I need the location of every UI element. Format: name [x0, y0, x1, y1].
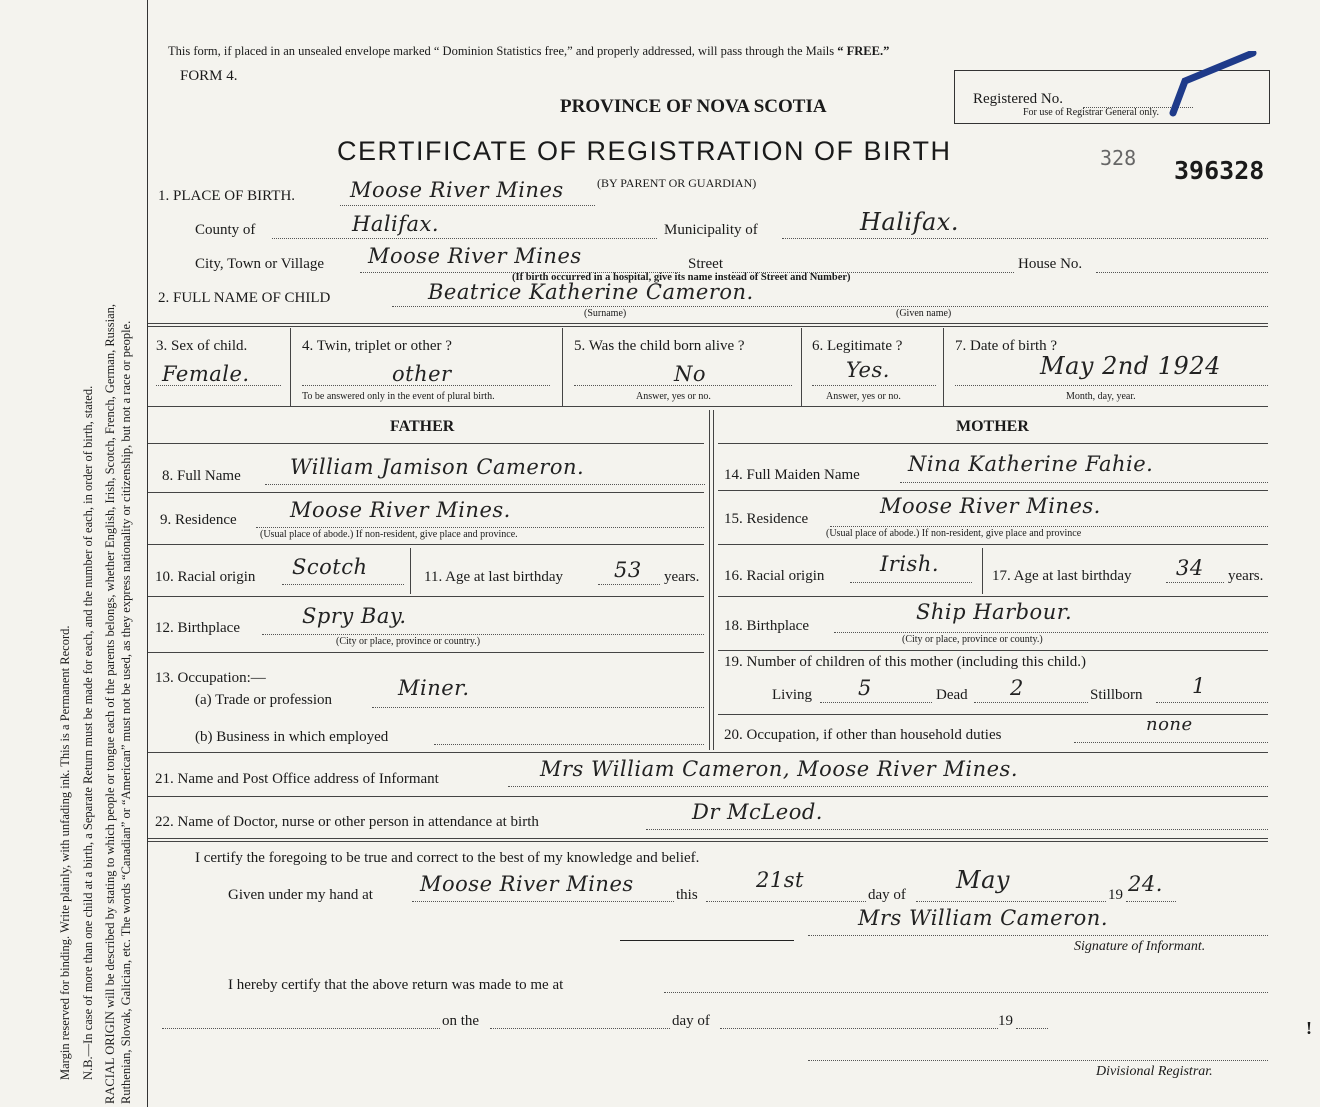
father-name-label: 8. Full Name	[162, 468, 241, 484]
edge-mark: !	[1306, 1018, 1312, 1038]
margin-note-2: N.B.—In case of more than one child at a birth, a Separate Return must be made for each, and the number of each, in order of birth, stated.	[81, 385, 95, 1080]
twin-note: To be answered only in the event of plural birth.	[302, 391, 495, 402]
occupation-label: 13. Occupation:—	[155, 670, 266, 686]
legitimate-label: 6. Legitimate ?	[812, 338, 903, 354]
twin-value: other	[392, 362, 452, 386]
this-label: this	[676, 887, 698, 903]
father-heading: FATHER	[390, 418, 455, 435]
given-place-value: Moose River Mines	[420, 872, 634, 896]
father-name-value: William Jamison Cameron.	[290, 455, 585, 479]
living-label: Living	[772, 687, 812, 703]
living-value: 5	[858, 676, 872, 700]
house-label: House No.	[1018, 256, 1083, 272]
registered-number-box	[954, 70, 1270, 124]
father-age-label: 11. Age at last birthday	[424, 569, 563, 585]
binding-margin	[0, 0, 148, 1107]
certify-statement: I certify the foregoing to be true and correct to the best of my knowledge and belief.	[195, 850, 700, 866]
alive-label: 5. Was the child born alive ?	[574, 338, 745, 354]
business-label: (b) Business in which employed	[195, 729, 389, 745]
father-residence-note: (Usual place of abode.) If non-resident, give place and province.	[260, 529, 518, 540]
trade-label: (a) Trade or profession	[195, 692, 333, 708]
margin-note-4: Ruthenian, Slovak, Galician, etc. The words “Canadian” or “American” must not be used, as they express nationality or citizenship, but not a race or people.	[119, 320, 133, 1104]
mother-occupation-label: 20. Occupation, if other than household duties	[724, 727, 1002, 743]
county-value: Halifax.	[352, 212, 440, 236]
surname-note: (Surname)	[584, 308, 627, 319]
registrar-day-of-label: day of	[672, 1013, 710, 1029]
sex-label: 3. Sex of child.	[156, 338, 248, 354]
registrar-statement: I hereby certify that the above return was made to me at	[228, 977, 564, 993]
certificate-title: CERTIFICATE OF REGISTRATION OF BIRTH	[337, 136, 952, 166]
registrar-year-prefix: 19	[998, 1013, 1013, 1029]
legitimate-value: Yes.	[846, 358, 890, 382]
mother-race-label: 16. Racial origin	[724, 568, 825, 584]
father-age-value: 53	[614, 558, 642, 582]
father-residence-value: Moose River Mines.	[290, 498, 511, 522]
alive-note: Answer, yes or no.	[636, 391, 711, 402]
doctor-value: Dr McLeod.	[692, 800, 823, 824]
place-value: Moose River Mines	[350, 178, 564, 202]
street-label: Street	[688, 256, 723, 272]
binding-rule	[147, 0, 148, 1107]
mail-notice: This form, if placed in an unsealed envelope marked “ Dominion Statistics free,” and properly addressed, will pass through the Mails “ FREE.”	[168, 44, 890, 58]
father-race-label: 10. Racial origin	[155, 569, 256, 585]
father-residence-label: 9. Residence	[160, 512, 237, 528]
stamp-partial: 328	[1100, 146, 1137, 170]
twin-label: 4. Twin, triplet or other ?	[302, 338, 452, 354]
mother-occupation-value: none	[1146, 714, 1193, 735]
doctor-label: 22. Name of Doctor, nurse or other person in attendance at birth	[155, 814, 539, 830]
registered-label: Registered No.	[973, 91, 1063, 107]
mother-birthplace-value: Ship Harbour.	[916, 600, 1073, 624]
margin-note-3: RACIAL ORIGIN will be described by stating to which people or tongue each of the parents belongs, whether English, Irish, Scotch, French, German, Russian,	[103, 303, 117, 1104]
mother-residence-note: (Usual place of abode.) If non-resident, give place and province	[826, 528, 1082, 539]
dob-label: 7. Date of birth ?	[955, 338, 1058, 354]
mother-birthplace-note: (City or place, province or county.)	[902, 634, 1043, 645]
dob-note: Month, day, year.	[1066, 391, 1136, 402]
dead-value: 2	[1010, 676, 1024, 700]
children-count-label: 19. Number of children of this mother (including this child.)	[724, 654, 1087, 670]
mother-name-value: Nina Katherine Fahie.	[908, 452, 1154, 476]
sex-value: Female.	[162, 362, 250, 386]
day-value: 21st	[756, 868, 804, 892]
city-label: City, Town or Village	[195, 256, 325, 272]
month-value: May	[956, 866, 1010, 894]
alive-value: No	[674, 362, 707, 386]
stamp-number: 396328	[1174, 156, 1265, 185]
father-birthplace-note: (City or place, province or country.)	[336, 636, 481, 647]
county-label: County of	[195, 222, 256, 238]
informant-signature: Mrs William Cameron.	[858, 906, 1108, 930]
place-label: 1. PLACE OF BIRTH.	[158, 188, 296, 204]
mother-birthplace-label: 18. Birthplace	[724, 618, 809, 634]
informant-label: 21. Name and Post Office address of Informant	[155, 771, 439, 787]
father-birthplace-label: 12. Birthplace	[155, 620, 240, 636]
municipality-value: Halifax.	[860, 208, 959, 236]
signature-rule	[620, 940, 794, 941]
trade-value: Miner.	[398, 676, 470, 700]
given-name-note: (Given name)	[896, 308, 952, 319]
form-number: FORM 4.	[180, 68, 238, 84]
day-of-label: day of	[868, 887, 906, 903]
legitimate-note: Answer, yes or no.	[826, 391, 901, 402]
mother-race-value: Irish.	[880, 552, 940, 576]
child-name-value: Beatrice Katherine Cameron.	[428, 280, 754, 304]
father-birthplace-value: Spry Bay.	[302, 604, 407, 628]
mother-age-value: 34	[1176, 556, 1204, 580]
given-under-label: Given under my hand at	[228, 887, 373, 903]
divisional-registrar-caption: Divisional Registrar.	[1096, 1064, 1213, 1079]
municipality-label: Municipality of	[664, 222, 758, 238]
city-value: Moose River Mines	[368, 244, 582, 268]
signature-caption: Signature of Informant.	[1074, 939, 1206, 954]
informant-value: Mrs William Cameron, Moose River Mines.	[540, 757, 1018, 781]
child-name-label: 2. FULL NAME OF CHILD	[158, 290, 331, 306]
year-value: 24.	[1128, 872, 1163, 896]
mother-age-label: 17. Age at last birthday	[992, 568, 1132, 584]
mother-heading: MOTHER	[956, 418, 1029, 435]
province-heading: PROVINCE OF NOVA SCOTIA	[560, 96, 827, 117]
hospital-note: (If birth occurred in a hospital, give its name instead of Street and Number)	[512, 272, 851, 283]
year-prefix: 19	[1108, 887, 1123, 903]
dob-value: May 2nd 1924	[1040, 352, 1221, 380]
margin-note-1: Margin reserved for binding. Write plainly, with unfading ink. This is a Permanent Record.	[58, 625, 72, 1080]
mother-years-label: years.	[1228, 568, 1264, 584]
certificate-subtitle: (BY PARENT OR GUARDIAN)	[597, 176, 757, 190]
stillborn-value: 1	[1192, 674, 1206, 698]
father-years-label: years.	[664, 569, 700, 585]
registrar-use-note: For use of Registrar General only.	[1023, 107, 1159, 118]
dead-label: Dead	[936, 687, 968, 703]
mother-name-label: 14. Full Maiden Name	[724, 467, 860, 483]
on-the-label: on the	[442, 1013, 480, 1029]
father-race-value: Scotch	[292, 555, 368, 579]
mother-residence-label: 15. Residence	[724, 511, 809, 527]
mother-residence-value: Moose River Mines.	[880, 494, 1101, 518]
ink-check-mark	[1155, 51, 1275, 121]
stillborn-label: Stillborn	[1090, 687, 1143, 703]
